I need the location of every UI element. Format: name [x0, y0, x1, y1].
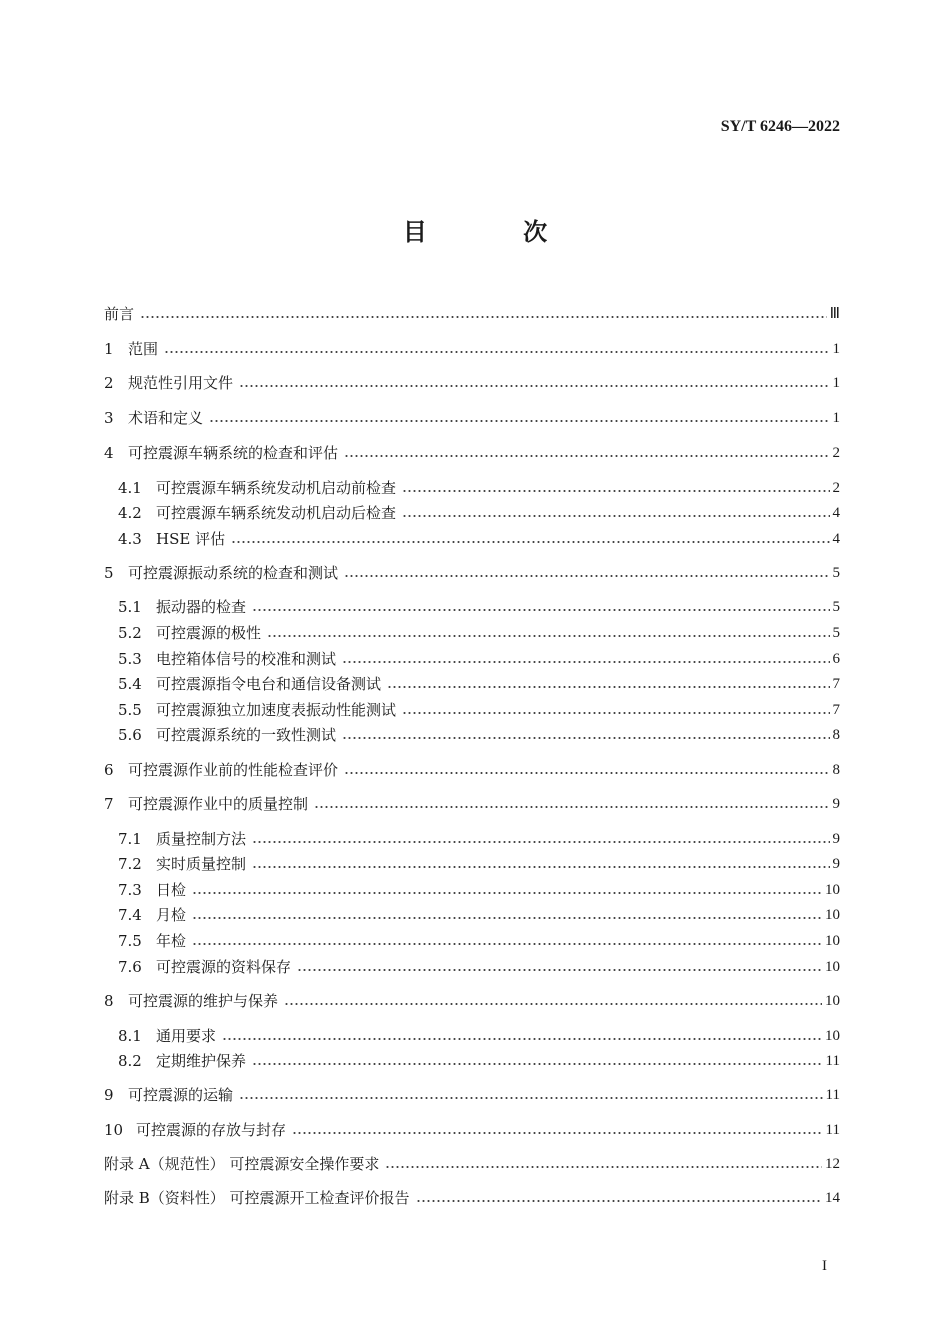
toc-entry[interactable] — [104, 1120, 840, 1140]
toc-entry-number: 7.6 — [118, 958, 142, 976]
toc-entry[interactable] — [118, 649, 840, 669]
toc-entry-page: 7 — [832, 702, 840, 718]
dot-leader — [252, 608, 829, 612]
toc-entry-number: 5.3 — [118, 650, 142, 668]
toc-entry-label: 可控震源的维护与保养 — [128, 992, 279, 1010]
toc-entry-label: 可控震源指令电台和通信设备测试 — [156, 675, 382, 693]
toc-entry-number: 3 — [104, 409, 114, 427]
toc-entry[interactable] — [118, 623, 840, 643]
toc-entry[interactable] — [104, 563, 840, 583]
toc-entry-page: 4 — [832, 531, 840, 547]
dot-leader — [140, 315, 827, 319]
toc-entry-page: 10 — [825, 993, 840, 1009]
toc-entry[interactable] — [118, 503, 840, 523]
dot-leader — [402, 514, 829, 518]
toc-entry-number: 5.4 — [118, 675, 142, 693]
toc-entry-page: 10 — [825, 907, 840, 923]
dot-leader — [344, 574, 829, 578]
toc-entry-label: 定期维护保养 — [156, 1052, 247, 1070]
dot-leader — [267, 634, 829, 638]
toc-entry-label: 通用要求 — [156, 1027, 217, 1045]
toc-entry-label: 附录 A（规范性） 可控震源安全操作要求 — [104, 1155, 380, 1173]
toc-entry-label: 可控震源车辆系统发动机启动后检查 — [156, 504, 397, 522]
standard-code: SY/T 6246—2022 — [720, 118, 840, 135]
dot-leader — [192, 942, 822, 946]
toc-entry-page: 10 — [825, 1028, 840, 1044]
toc-entry[interactable] — [118, 1026, 840, 1046]
toc-entry-number: 8 — [104, 992, 114, 1010]
toc-entry-number: 7.5 — [118, 932, 142, 950]
toc-entry-page: 10 — [825, 959, 840, 975]
toc-entry-page: 1 — [832, 410, 840, 426]
toc-entry-number: 7.1 — [118, 830, 142, 848]
toc-entry-page: 8 — [832, 727, 840, 743]
toc-entry-number: 7.4 — [118, 906, 142, 924]
toc-entry-number: 5.1 — [118, 598, 142, 616]
toc-entry-number: 4.2 — [118, 504, 142, 522]
dot-leader — [239, 384, 829, 388]
toc-entry-number: 4.1 — [118, 479, 142, 497]
toc-entry-label: 振动器的检查 — [156, 598, 247, 616]
dot-leader — [314, 805, 829, 809]
toc-entry-page: 11 — [825, 1053, 840, 1069]
toc-entry-page: 2 — [832, 445, 840, 461]
toc-entry-number: 4 — [104, 444, 114, 462]
toc-entry-label: 可控震源振动系统的检查和测试 — [128, 564, 339, 582]
toc-entry-number: 2 — [104, 374, 114, 392]
toc-entry-number: 8.2 — [118, 1052, 142, 1070]
toc-entry-label: 附录 B（资料性） 可控震源开工检查评价报告 — [104, 1189, 410, 1207]
toc-entry-page: 12 — [825, 1156, 840, 1172]
dot-leader — [402, 489, 829, 493]
toc-entry[interactable] — [104, 408, 840, 428]
dot-leader — [292, 1131, 823, 1135]
toc-entry[interactable] — [104, 339, 840, 359]
toc-entry-number: 7 — [104, 795, 114, 813]
toc-entry-label: 可控震源车辆系统发动机启动前检查 — [156, 479, 397, 497]
toc-entry-page: 1 — [832, 341, 840, 357]
toc-entry[interactable] — [104, 443, 840, 463]
toc-entry[interactable] — [118, 880, 840, 900]
dot-leader — [252, 840, 829, 844]
toc-entry-page: 9 — [832, 831, 840, 847]
toc-entry-label: 实时质量控制 — [156, 855, 247, 873]
toc-entry-label: 月检 — [156, 906, 187, 924]
toc-entry-number: 10 — [104, 1121, 124, 1139]
dot-leader — [402, 711, 829, 715]
toc-entry-page: 10 — [825, 882, 840, 898]
page-number: I — [822, 1258, 827, 1274]
toc-entry-page: 2 — [832, 480, 840, 496]
toc-entry-page: 10 — [825, 933, 840, 949]
toc-entry[interactable] — [104, 991, 840, 1011]
toc-entry-page: 5 — [832, 565, 840, 581]
toc-entry[interactable] — [104, 373, 840, 393]
toc-entry-page: 8 — [832, 762, 840, 778]
toc-entry-number: 7.3 — [118, 881, 142, 899]
toc-entry-label: 电控箱体信号的校准和测试 — [156, 650, 337, 668]
dot-leader — [239, 1096, 823, 1100]
toc-entry[interactable] — [118, 1051, 840, 1071]
toc-entry[interactable] — [118, 905, 840, 925]
toc-entry-label: 可控震源的资料保存 — [156, 958, 292, 976]
toc-entry[interactable] — [118, 725, 840, 745]
toc-entry-label: 前言 — [104, 305, 135, 323]
toc-entry-label: 可控震源的存放与封存 — [136, 1121, 287, 1139]
toc-entry-page: 5 — [832, 625, 840, 641]
toc-entry-page: 6 — [832, 651, 840, 667]
toc-entry-number: 4.3 — [118, 530, 142, 548]
dot-leader — [192, 891, 822, 895]
toc-entry-number: 5 — [104, 564, 114, 582]
dot-leader — [342, 660, 829, 664]
toc-entry-number: 7.2 — [118, 855, 142, 873]
toc-entry[interactable] — [118, 529, 840, 549]
toc-entry[interactable] — [104, 1154, 840, 1174]
dot-leader — [416, 1199, 822, 1203]
toc-entry-label: 可控震源的极性 — [156, 624, 262, 642]
toc-entry[interactable] — [118, 829, 840, 849]
dot-leader — [192, 916, 822, 920]
dot-leader — [385, 1165, 822, 1169]
toc-entry-number: 6 — [104, 761, 114, 779]
dot-leader — [252, 865, 829, 869]
dot-leader — [252, 1062, 823, 1066]
toc-entry-label: 范围 — [128, 340, 159, 358]
toc-entry-label: 可控震源作业前的性能检查评价 — [128, 761, 339, 779]
toc-entry[interactable] — [118, 597, 840, 617]
dot-leader — [387, 685, 829, 689]
dot-leader — [231, 540, 829, 544]
toc-entry-label: 日检 — [156, 881, 187, 899]
dot-leader — [284, 1002, 822, 1006]
toc-entry[interactable] — [118, 700, 840, 720]
dot-leader — [297, 968, 822, 972]
toc-entry-number: 1 — [104, 340, 114, 358]
toc-entry-page: 11 — [825, 1087, 840, 1103]
page-title: 目 次 — [402, 218, 592, 246]
toc-entry-page: 5 — [832, 599, 840, 615]
toc-entry-page: 4 — [832, 505, 840, 521]
toc-entry-number: 9 — [104, 1086, 114, 1104]
toc-entry-label: 质量控制方法 — [156, 830, 247, 848]
toc-entry-page: 14 — [825, 1190, 840, 1206]
toc-entry-number: 8.1 — [118, 1027, 142, 1045]
toc-entry[interactable] — [104, 1188, 840, 1208]
toc-entry-page: 11 — [825, 1122, 840, 1138]
toc-entry[interactable] — [104, 1085, 840, 1105]
toc-entry-number: 5.6 — [118, 726, 142, 744]
toc-entry-page: Ⅲ — [829, 306, 840, 322]
toc-entry[interactable] — [118, 674, 840, 694]
dot-leader — [222, 1037, 822, 1041]
toc-entry-label: 规范性引用文件 — [128, 374, 234, 392]
toc-entry-label: 可控震源作业中的质量控制 — [128, 795, 309, 813]
toc-entry-page: 1 — [832, 375, 840, 391]
toc-entry[interactable] — [118, 957, 840, 977]
toc-entry[interactable] — [118, 478, 840, 498]
toc-entry[interactable] — [104, 304, 840, 324]
toc-entry-label: 可控震源的运输 — [128, 1086, 234, 1104]
toc-entry-label: 年检 — [156, 932, 187, 950]
toc-entry-label: 术语和定义 — [128, 409, 204, 427]
dot-leader — [342, 736, 829, 740]
toc-entry-number: 5.2 — [118, 624, 142, 642]
dot-leader — [344, 771, 829, 775]
toc-entry-label: 可控震源独立加速度表振动性能测试 — [156, 701, 397, 719]
toc-entry[interactable] — [104, 794, 840, 814]
toc-entry[interactable] — [118, 931, 840, 951]
toc-entry-page: 9 — [832, 796, 840, 812]
toc-entry[interactable] — [104, 760, 840, 780]
toc-entry-page: 9 — [832, 856, 840, 872]
dot-leader — [209, 419, 829, 423]
dot-leader — [344, 454, 829, 458]
dot-leader — [164, 350, 829, 354]
toc-entry-label: HSE 评估 — [156, 530, 226, 548]
toc-entry-page: 7 — [832, 676, 840, 692]
toc-entry-label: 可控震源车辆系统的检查和评估 — [128, 444, 339, 462]
toc-entry[interactable] — [118, 854, 840, 874]
toc-entry-label: 可控震源系统的一致性测试 — [156, 726, 337, 744]
toc-entry-number: 5.5 — [118, 701, 142, 719]
